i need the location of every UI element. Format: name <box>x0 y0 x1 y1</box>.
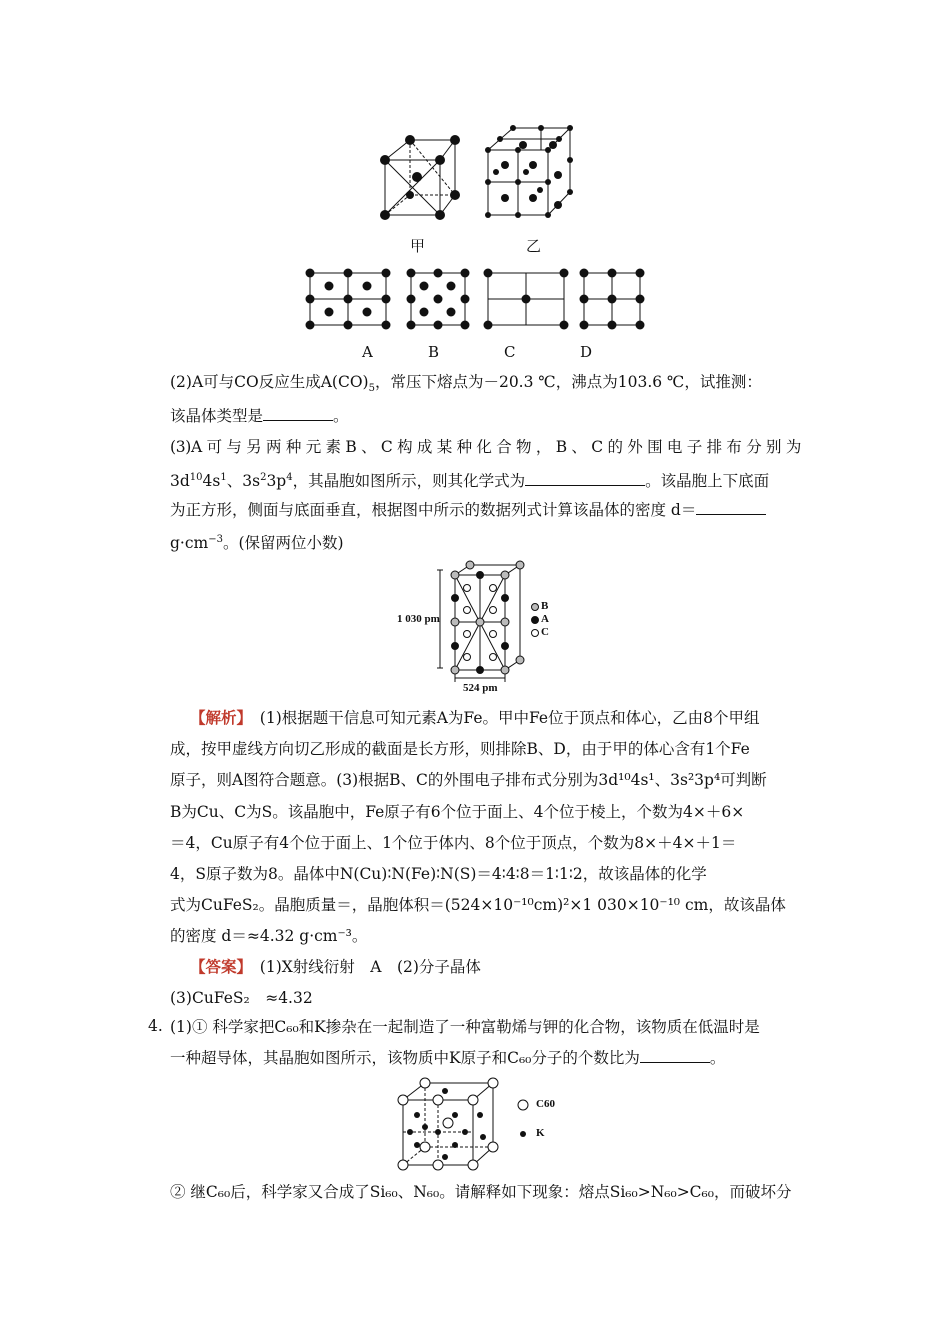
text-line: $3d^{10}4s^1$、$3s^23p^4$，其晶胞如图所示，则其化学式为 。该晶胞上下底面 <box>170 472 770 491</box>
legend-c: C <box>541 626 549 638</box>
c60-legend-open-circle <box>516 1098 530 1112</box>
answer-tag: 【答案】 <box>190 957 245 976</box>
question-line: (1)① 科学家把C₆₀和K掺杂在一起制造了一种富勒烯与钾的化合物，该物质在低温时是 <box>170 1018 760 1036</box>
question-number: 4. <box>148 1017 163 1035</box>
cell-width-label: 524 pm <box>463 682 498 694</box>
text-line: $g\cdot cm^{-3}$。(保留两位小数) <box>170 534 344 553</box>
section-c <box>480 265 570 333</box>
analysis-line: 4，S原子数为8。晶体中N(Cu)∶N(Fe)∶N(S)＝4∶4∶8＝1∶1∶2，故该晶体的化学 <box>170 865 707 883</box>
k-legend-dot <box>519 1130 527 1138</box>
legend-k: K <box>536 1127 545 1139</box>
section-label-c: C <box>504 343 516 361</box>
text-line: (3)A 可 与 另 两 种 元 素 B 、 C 构 成 某 种 化 合 物 ， B 、 C 的 外 围 电 子 排 布 分 别 为 <box>170 438 802 456</box>
legend-a: A <box>541 613 549 625</box>
analysis-line: 原子，则A图符合题意。(3)根据B、C的外围电子排布式分别为3d¹⁰4s¹、3s²3p⁴可判断 <box>170 771 767 789</box>
answer-line: (3)CuFeS₂ ≈4.32 <box>170 989 313 1007</box>
legend-b: B <box>541 600 549 612</box>
caption-jia: 甲 <box>410 237 426 255</box>
answer-line: 【答案】 (1)X射线衍射 A (2)分子晶体 <box>190 957 481 976</box>
section-label-d: D <box>580 343 593 361</box>
legend-c60: C60 <box>536 1098 555 1110</box>
analysis-line: 【解析】 (1)根据题干信息可知元素A为Fe。甲中Fe位于顶点和体心，乙由8个甲组 <box>190 708 760 727</box>
cell-height-label: 1 030 pm <box>397 613 440 625</box>
question-line: ② 继C₆₀后，科学家又合成了Si₆₀、N₆₀。请解释如下现象：熔点Si₆₀>N₆₀>C₆₀，而破坏分 <box>170 1183 792 1201</box>
crystal-cell-jia <box>370 130 465 225</box>
cufes2-unit-cell <box>395 560 585 695</box>
analysis-line: B为Cu、C为S。该晶胞中，Fe原子有6个位于面上、4个位于棱上，个数为4×＋6× <box>170 803 745 821</box>
question-line: 一种超导体，其晶胞如图所示，该物质中K原子和C₆₀分子的个数比为 。 <box>170 1049 726 1067</box>
section-d <box>578 265 646 333</box>
analysis-line: ＝4，Cu原子有4个位于面上、1个位于体内、8个位于顶点，个数为8×＋4×＋1＝ <box>170 834 737 852</box>
section-label-a: A <box>362 343 373 361</box>
text-line: 为正方形，侧面与底面垂直，根据图中所示的数据列式计算该晶体的密度 d＝ <box>170 500 810 520</box>
section-b <box>405 265 471 333</box>
section-a <box>302 265 392 333</box>
crystal-cell-yi <box>478 120 578 225</box>
text-line: 该晶体类型是 。 <box>170 407 349 425</box>
text-line: (2)A可与CO反应生成$A(CO)_5$，常压下熔点为－20.3 ℃，沸点为103.6 ℃，试推测： <box>170 373 762 395</box>
section-label-b: B <box>428 343 440 361</box>
analysis-line: 的密度 d＝≈4.32 g·cm⁻³。 <box>170 927 368 945</box>
analysis-tag: 【解析】 <box>190 708 245 727</box>
c60-k-unit-cell <box>395 1075 505 1175</box>
analysis-line: 式为CuFeS₂。晶胞质量＝，晶胞体积＝(524×10⁻¹⁰cm)²×1 030×10⁻¹⁰ cm，故该晶体 <box>170 896 786 914</box>
analysis-line: 成，按甲虚线方向切乙形成的截面是长方形，则排除B、D，由于甲的体心含有1个Fe <box>170 740 750 758</box>
caption-yi: 乙 <box>526 237 542 255</box>
